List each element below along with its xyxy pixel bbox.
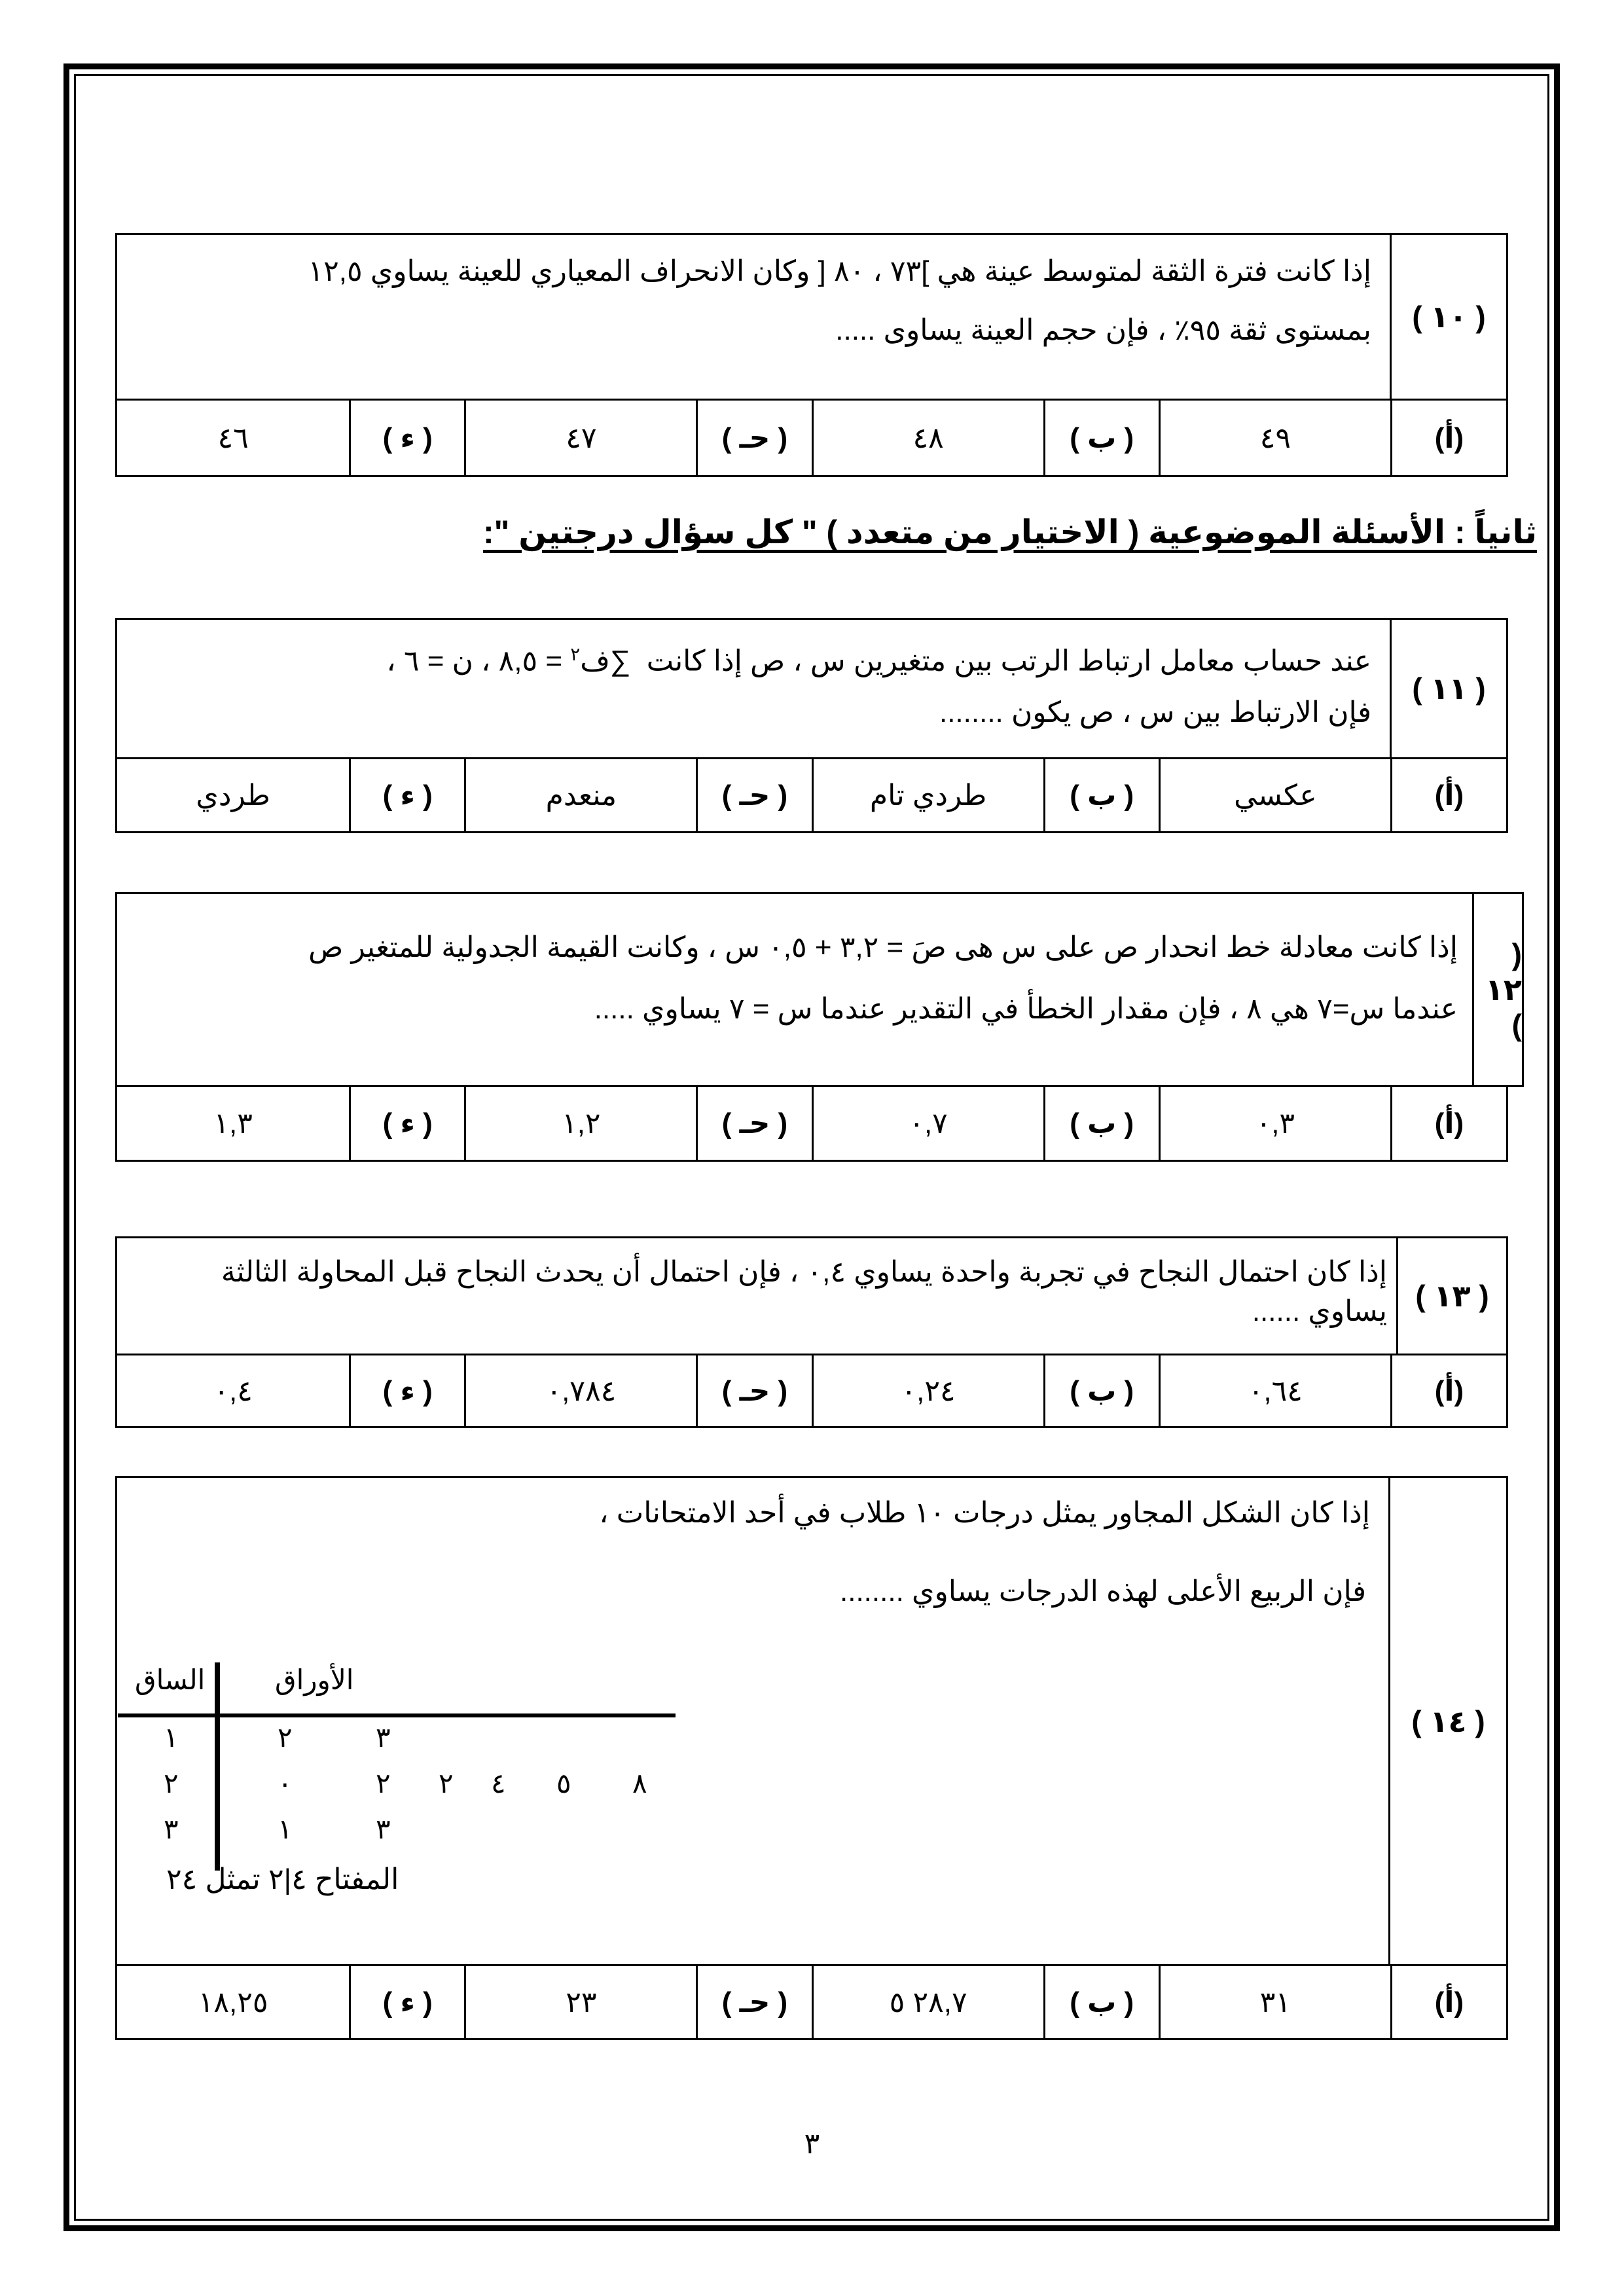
- leaf-header: الأوراق: [275, 1664, 354, 1695]
- leaf-value: ٢: [278, 1722, 293, 1753]
- question-11-line-1-text: عند حساب معامل ارتباط الرتب بين متغيرين س ، ص إذا كانت: [646, 645, 1371, 677]
- question-12-box: [115, 892, 1524, 1087]
- option-c-value[interactable]: منعدم: [464, 759, 696, 831]
- question-13-text: [117, 1238, 1396, 1331]
- option-a-label: (أ): [1390, 1087, 1506, 1160]
- question-12-options: [115, 1085, 1508, 1162]
- question-10-box: [115, 233, 1508, 401]
- option-d-value[interactable]: طردي: [196, 779, 270, 812]
- option-b-label: ( ب ): [1043, 1355, 1159, 1426]
- option-c-value[interactable]: ٤٧: [464, 401, 696, 475]
- option-a-value[interactable]: ٤٩: [1159, 401, 1390, 475]
- stem-leaf-key: المفتاح ٤|٢ تمثل ٢٤: [166, 1863, 399, 1895]
- option-b-label: ( ب ): [1043, 401, 1159, 475]
- question-11-options: [115, 757, 1508, 833]
- question-12-number: ( ١٢ ): [1472, 894, 1522, 1085]
- option-a-label: (أ): [1390, 401, 1506, 475]
- option-c-label: ( حـ ): [696, 1966, 811, 2038]
- option-a-value[interactable]: عكسي: [1159, 759, 1390, 831]
- option-b-value[interactable]: ٠,٧: [812, 1087, 1043, 1160]
- option-d-label: ( ء ): [349, 1087, 464, 1160]
- stem-leaf-horizontal-rule: [118, 1713, 676, 1717]
- option-c-value[interactable]: ٢٣: [464, 1966, 696, 2038]
- question-13-line-2: يساوي ......: [1252, 1295, 1387, 1327]
- section-title: ثانياً : الأسئلة الموضوعية ( الاختيار من متعدد ) " كل سؤال درجتين ":: [482, 514, 1537, 550]
- stem-value: ٣: [164, 1814, 179, 1844]
- question-10-line-1: إذا كانت فترة الثقة لمتوسط عينة هي ]٧٣ ، ٨٠ [ وكان الانحراف المعياري للعينة يساوي ١٢,٥: [308, 255, 1371, 287]
- option-b-label: ( ب ): [1043, 1966, 1159, 2038]
- page-number: ٣: [804, 2128, 820, 2160]
- option-b-label: ( ب ): [1043, 759, 1159, 831]
- option-c-label: ( حـ ): [696, 401, 811, 475]
- option-d-label: ( ء ): [349, 1966, 464, 2038]
- option-d-label: ( ء ): [349, 1355, 464, 1426]
- rank-diff-power: ٢: [570, 644, 581, 664]
- option-b-value[interactable]: ٢٨,٧ ٥: [812, 1966, 1043, 2038]
- leaf-value: ١: [278, 1814, 293, 1844]
- option-b-value[interactable]: ٠,٢٤: [812, 1355, 1043, 1426]
- question-11-line-1: [132, 629, 1371, 687]
- option-b-value[interactable]: طردي تام: [812, 759, 1043, 831]
- question-11-line-2: فإن الارتباط بين س ، ص يكون ........: [939, 696, 1371, 728]
- question-14-number: ( ١٤ ): [1388, 1478, 1506, 1964]
- option-c-label: ( حـ ): [696, 1087, 811, 1160]
- question-13-options: [115, 1354, 1508, 1428]
- leaf-value: ٢: [376, 1768, 391, 1799]
- option-d-label: ( ء ): [349, 759, 464, 831]
- question-12-text: [117, 894, 1472, 1045]
- option-c-label: ( حـ ): [696, 759, 811, 831]
- question-11-number: ( ١١ ): [1390, 620, 1506, 757]
- option-b-label: ( ب ): [1043, 1087, 1159, 1160]
- leaf-value: ٣: [376, 1722, 391, 1753]
- question-12-line-1: إذا كانت معادلة خط انحدار ص على س هى صَ = ٣,٢ + ٠,٥ س ، وكانت القيمة الجدولية للمتغير ص: [308, 931, 1458, 963]
- rank-diff-sum-symbol: ∑ف: [580, 645, 631, 677]
- question-14-line-1: إذا كان الشكل المجاور يمثل درجات ١٠ طلاب في أحد الامتحانات ،: [599, 1497, 1370, 1529]
- question-14-options: [115, 1964, 1508, 2040]
- option-c-label: ( حـ ): [696, 1355, 811, 1426]
- option-d-label: ( ء ): [349, 401, 464, 475]
- question-11-formula-rest: = ٨,٥ ، ن = ٦ ،: [386, 645, 563, 677]
- option-d-value[interactable]: ١,٣: [213, 1107, 253, 1139]
- option-b-value[interactable]: ٤٨: [812, 401, 1043, 475]
- stem-value: ١: [164, 1722, 179, 1753]
- leaf-value: ٣: [376, 1814, 391, 1844]
- question-10-text: [117, 235, 1390, 363]
- option-a-label: (أ): [1390, 1355, 1506, 1426]
- leaf-value: ٢: [439, 1768, 454, 1799]
- leaf-value: ٨: [632, 1768, 647, 1799]
- option-a-label: (أ): [1390, 759, 1506, 831]
- leaf-value: ٠: [278, 1768, 293, 1799]
- question-14-line-2: فإن الربيع الأعلى لهذه الدرجات يساوي ........: [840, 1575, 1366, 1607]
- option-d-value[interactable]: ٠,٤: [213, 1374, 253, 1407]
- question-13-box: [115, 1236, 1508, 1355]
- question-12-line-2: عندما س=٧ هي ٨ ، فإن مقدار الخطأ في التقدير عندما س = ٧ يساوي .....: [594, 993, 1458, 1025]
- option-d-value[interactable]: ١٨,٢٥: [198, 1986, 268, 2018]
- question-10-line-2: بمستوى ثقة ٩٥٪ ، فإن حجم العينة يساوى .....: [835, 314, 1371, 346]
- question-13-line-1: إذا كان احتمال النجاح في تجربة واحدة يساوي ٠,٤ ، فإن احتمال أن يحدث النجاح قبل المحاولة الثالثة: [221, 1256, 1387, 1288]
- question-10-number: ( ١٠ ): [1390, 235, 1506, 399]
- question-10-options: [115, 399, 1508, 477]
- stem-header: الساق: [135, 1664, 206, 1695]
- stem-value: ٢: [164, 1768, 179, 1799]
- question-11-text: [117, 620, 1390, 738]
- leaf-value: ٥: [556, 1768, 571, 1799]
- option-c-value[interactable]: ١,٢: [464, 1087, 696, 1160]
- leaf-value: ٤: [491, 1768, 506, 1799]
- option-a-value[interactable]: ٣١: [1159, 1966, 1390, 2038]
- option-c-value[interactable]: ٠,٧٨٤: [464, 1355, 696, 1426]
- question-13-number: ( ١٣ ): [1396, 1238, 1506, 1354]
- option-a-label: (أ): [1390, 1966, 1506, 2038]
- question-14-text: [117, 1478, 1388, 1611]
- stem-leaf-vertical-rule: [215, 1662, 220, 1871]
- option-d-value[interactable]: ٤٦: [217, 422, 249, 454]
- option-a-value[interactable]: ٠,٣: [1159, 1087, 1390, 1160]
- option-a-value[interactable]: ٠,٦٤: [1159, 1355, 1390, 1426]
- question-11-box: [115, 618, 1508, 759]
